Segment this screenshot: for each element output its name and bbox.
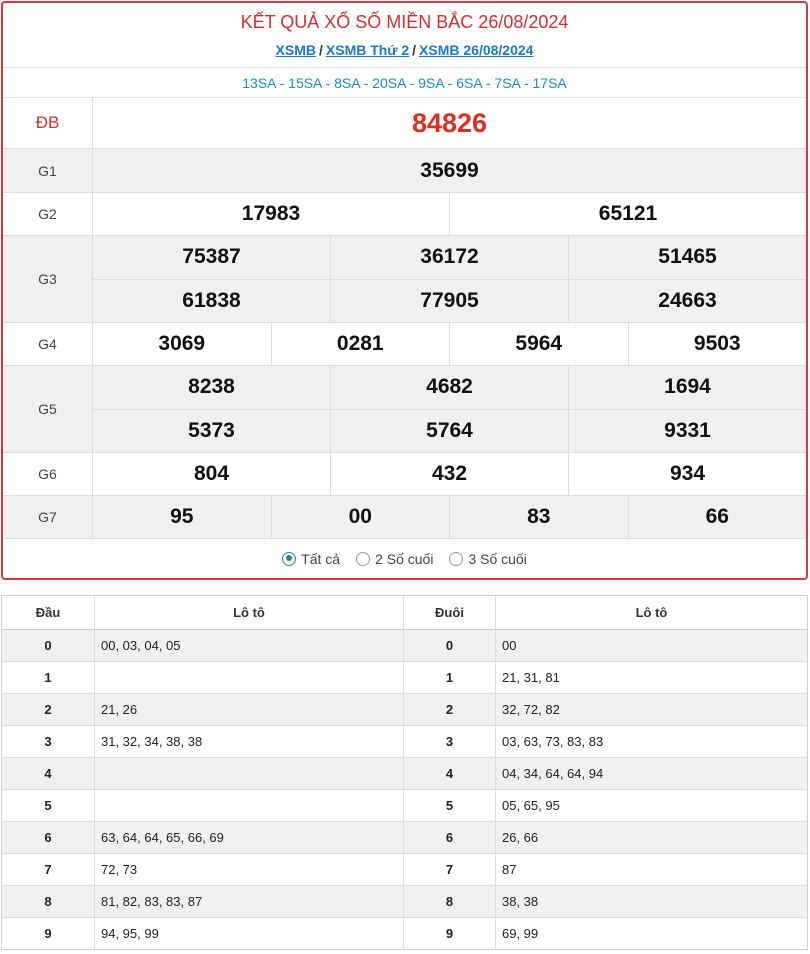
row-tail-digit: 0 — [404, 630, 496, 662]
prize-row-db — [3, 98, 806, 149]
breadcrumb-separator: / — [319, 42, 323, 58]
prize-number: 24663 — [568, 280, 806, 323]
prize-number: 432 — [330, 453, 568, 495]
table-row — [2, 758, 808, 790]
row-head-digit: 6 — [2, 822, 95, 854]
prize-number: 8238 — [188, 375, 235, 399]
prize-number: 934 — [568, 453, 806, 495]
prize-number: 00 — [271, 496, 450, 538]
row-tail-list: 03, 63, 73, 83, 83 — [496, 726, 808, 758]
prize-number: 51465 — [568, 236, 806, 279]
prize-number: 75387 — [182, 245, 241, 269]
breadcrumb-xsmb-link[interactable]: XSMB — [275, 42, 316, 58]
prize-number: 66 — [628, 496, 807, 538]
prize-number: 95 — [170, 505, 194, 528]
col-header-loto: Lô tô — [496, 596, 808, 630]
table-row — [2, 694, 808, 726]
col-header-tail: Đuôi — [404, 596, 496, 630]
row-head-list — [95, 790, 404, 822]
prize-number: 3069 — [158, 332, 206, 355]
loto-table — [1, 595, 808, 950]
row-tail-digit: 2 — [404, 694, 496, 726]
row-tail-list: 04, 34, 64, 64, 94 — [496, 758, 808, 790]
filter-all-option[interactable] — [282, 551, 340, 567]
prize-number: 5373 — [188, 418, 235, 442]
row-head-digit: 8 — [2, 886, 95, 918]
row-head-digit: 5 — [2, 790, 95, 822]
table-row — [2, 822, 808, 854]
table-row — [2, 630, 808, 662]
row-head-list: 63, 64, 64, 65, 66, 69 — [95, 822, 404, 854]
row-tail-list: 69, 99 — [496, 918, 808, 950]
radio-selected-icon[interactable] — [282, 552, 296, 566]
breadcrumb-date-link[interactable]: XSMB 26/08/2024 — [419, 42, 534, 58]
row-head-list: 31, 32, 34, 38, 38 — [95, 726, 404, 758]
col-header-head: Đầu — [2, 596, 95, 630]
row-tail-digit: 9 — [404, 918, 496, 950]
loto-header-row — [2, 596, 808, 630]
row-tail-list: 87 — [496, 854, 808, 886]
prize-label: G2 — [3, 193, 93, 235]
draw-codes: 13SA - 15SA - 8SA - 20SA - 9SA - 6SA - 7SA - 17SA — [3, 68, 806, 98]
page-title: KẾT QUẢ XỔ SỐ MIỀN BẮC 26/08/2024 — [240, 12, 569, 32]
filter-option-label: Tất cả — [301, 550, 341, 567]
filter-option-label: 2 Số cuối — [375, 550, 434, 567]
row-head-digit: 0 — [2, 630, 95, 662]
row-head-list: 72, 73 — [95, 854, 404, 886]
prize-label: G3 — [3, 236, 93, 322]
prize-row-g3 — [3, 236, 806, 323]
row-tail-digit: 1 — [404, 662, 496, 694]
prize-row-g1 — [3, 149, 806, 193]
row-tail-digit: 8 — [404, 886, 496, 918]
row-head-list: 81, 82, 83, 83, 87 — [95, 886, 404, 918]
prize-number: 61838 — [182, 288, 241, 312]
row-tail-digit: 6 — [404, 822, 496, 854]
prize-label: G4 — [3, 323, 93, 365]
breadcrumb-separator: / — [412, 42, 417, 58]
prize-number-special: 84826 — [411, 107, 488, 138]
prize-row-g6 — [3, 453, 806, 496]
prize-number: 83 — [449, 496, 628, 538]
row-tail-digit: 3 — [404, 726, 496, 758]
prize-number: 77905 — [330, 280, 568, 323]
row-tail-list: 05, 65, 95 — [496, 790, 808, 822]
prize-row-g2 — [3, 193, 806, 236]
table-row — [2, 726, 808, 758]
row-tail-list: 38, 38 — [496, 886, 808, 918]
row-tail-digit: 7 — [404, 854, 496, 886]
filter-last-2-option[interactable] — [356, 551, 433, 567]
prize-number: 0281 — [271, 323, 450, 365]
row-tail-list: 26, 66 — [496, 822, 808, 854]
row-head-list: 21, 26 — [95, 694, 404, 726]
table-row — [2, 790, 808, 822]
table-row — [2, 918, 808, 950]
row-head-list — [95, 662, 404, 694]
row-tail-digit: 4 — [404, 758, 496, 790]
filter-option-label: 3 Số cuối — [468, 550, 527, 567]
table-row — [2, 886, 808, 918]
prize-label: G7 — [3, 496, 93, 538]
row-head-digit: 3 — [2, 726, 95, 758]
row-head-list — [95, 758, 404, 790]
digit-filter — [3, 539, 806, 578]
row-head-list: 00, 03, 04, 05 — [95, 630, 404, 662]
radio-icon[interactable] — [356, 552, 370, 566]
prize-label: G6 — [3, 453, 93, 495]
prize-number: 35699 — [420, 158, 479, 182]
prize-number: 1694 — [568, 366, 806, 409]
prize-number: 17983 — [241, 202, 301, 225]
table-row — [2, 854, 808, 886]
row-head-digit: 9 — [2, 918, 95, 950]
col-header-loto: Lô tô — [95, 596, 404, 630]
filter-last-3-option[interactable] — [449, 551, 526, 567]
row-tail-digit: 5 — [404, 790, 496, 822]
radio-icon[interactable] — [449, 552, 463, 566]
prize-row-g7 — [3, 496, 806, 539]
table-row — [2, 662, 808, 694]
results-panel — [1, 1, 808, 580]
prize-number: 804 — [193, 462, 230, 485]
prize-number: 36172 — [330, 236, 568, 279]
row-head-digit: 7 — [2, 854, 95, 886]
breadcrumb-weekday-link[interactable]: XSMB Thứ 2 — [325, 42, 410, 58]
prize-label: G1 — [3, 149, 93, 192]
row-tail-list: 32, 72, 82 — [496, 694, 808, 726]
prize-number: 5764 — [330, 410, 568, 453]
breadcrumb — [3, 39, 806, 68]
prize-label: ĐB — [3, 98, 93, 148]
prize-row-g4 — [3, 323, 806, 366]
prize-number: 9503 — [628, 323, 807, 365]
row-head-digit: 4 — [2, 758, 95, 790]
row-head-list: 94, 95, 99 — [95, 918, 404, 950]
row-tail-list: 21, 31, 81 — [496, 662, 808, 694]
prize-row-g5 — [3, 366, 806, 453]
row-tail-list: 00 — [496, 630, 808, 662]
prize-number: 4682 — [330, 366, 568, 409]
prize-number: 5964 — [449, 323, 628, 365]
prize-label: G5 — [3, 366, 93, 452]
row-head-digit: 1 — [2, 662, 95, 694]
prize-number: 65121 — [449, 193, 806, 235]
prize-number: 9331 — [568, 410, 806, 453]
row-head-digit: 2 — [2, 694, 95, 726]
